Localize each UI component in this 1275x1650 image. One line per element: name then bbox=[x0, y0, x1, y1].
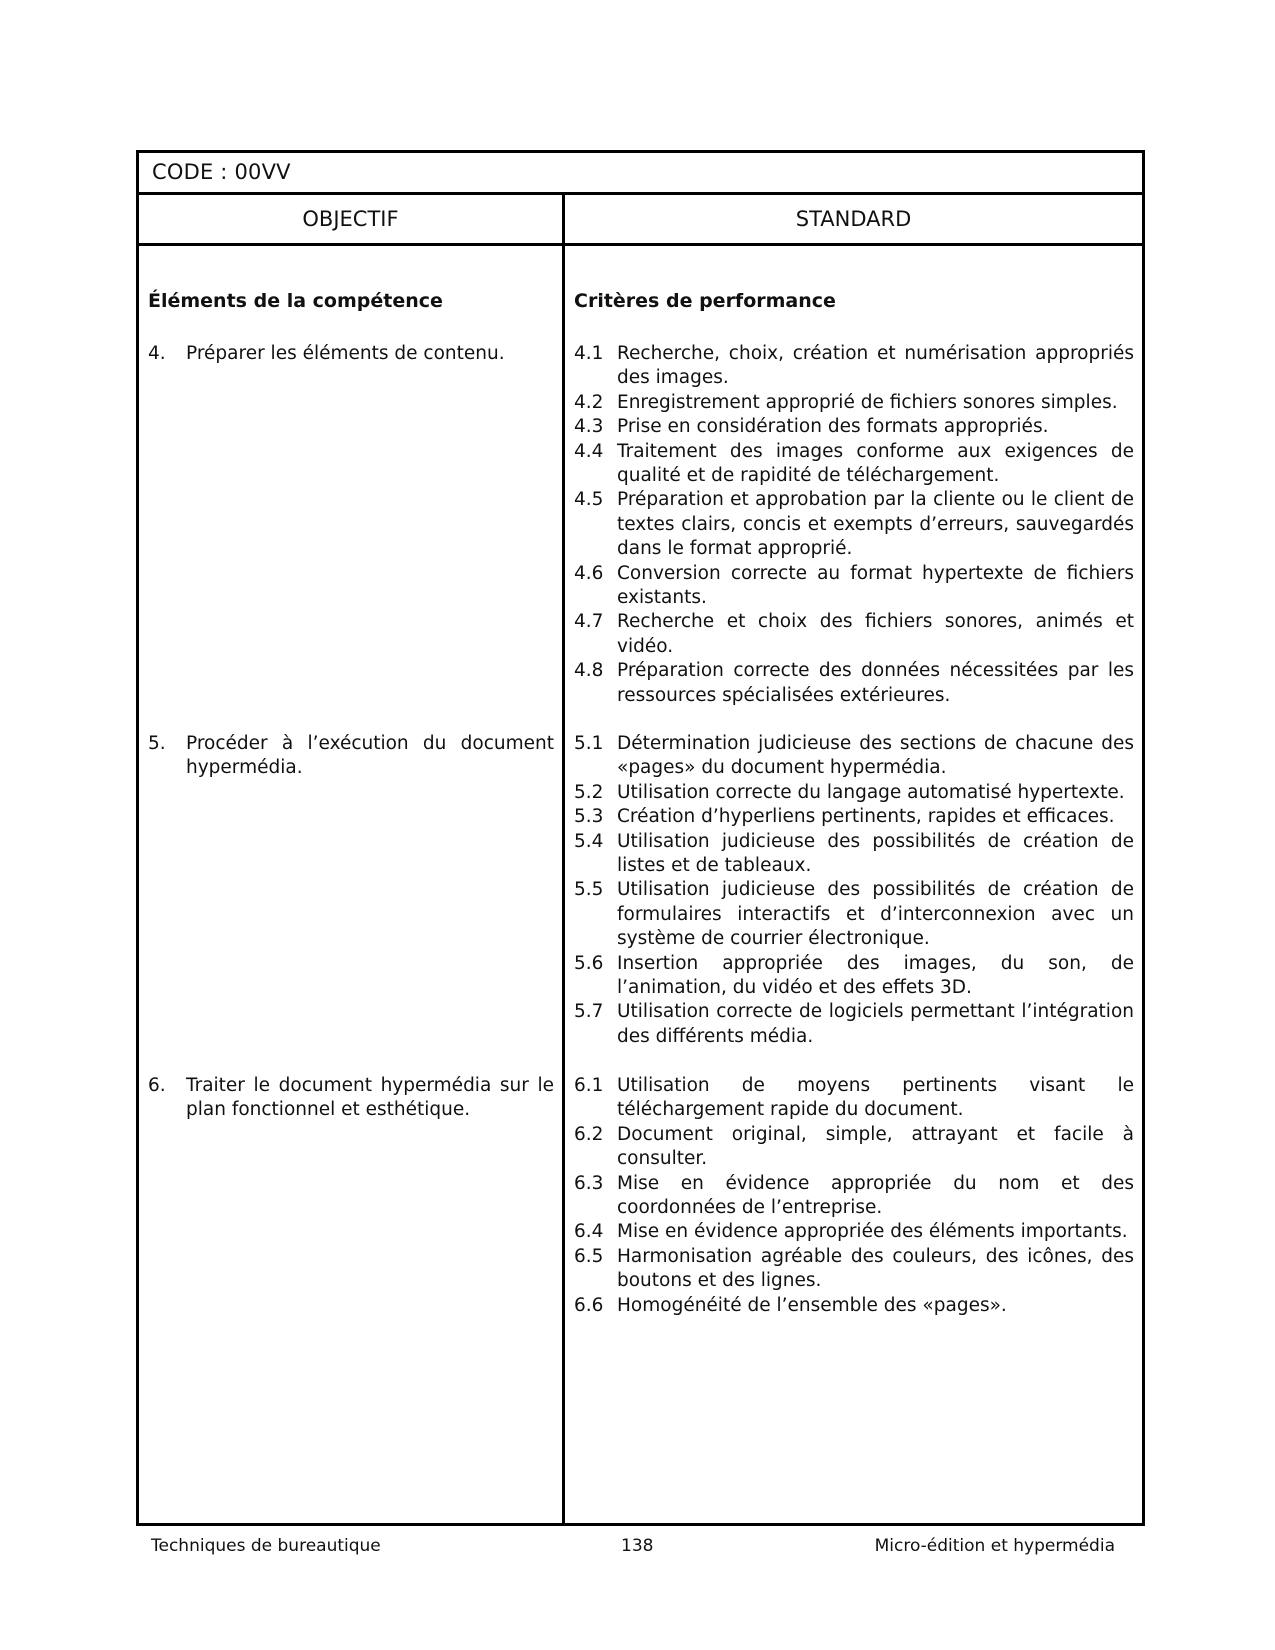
criterion-text: Utilisation de moyens pertinents visant le téléchargement rapide du document. bbox=[617, 1075, 1134, 1121]
criterion-text: Homogénéité de l’ensemble des «pages». bbox=[617, 1294, 1007, 1316]
criterion-number: 4.6 bbox=[574, 562, 604, 584]
criterion-item bbox=[574, 1294, 1134, 1318]
criterion-text: Utilisation correcte du langage automatisé hypertexte. bbox=[617, 781, 1125, 803]
criteria-group-5 bbox=[574, 732, 1134, 1049]
criterion-text: Mise en évidence appropriée du nom et des coordonnées de l’entreprise. bbox=[617, 1172, 1134, 1219]
criterion-number: 4.2 bbox=[574, 391, 604, 413]
criterion-number: 4.4 bbox=[574, 440, 604, 462]
footer-program-title: Techniques de bureautique bbox=[151, 1536, 381, 1556]
elements-heading: Éléments de la compétence bbox=[148, 290, 443, 312]
criterion-text: Traitement des images conforme aux exigences de qualité et de rapidité de téléchargement. bbox=[617, 440, 1134, 487]
criterion-text: Prise en considération des formats appropriés. bbox=[617, 416, 1049, 438]
criterion-item bbox=[574, 488, 1134, 561]
criterion-item bbox=[574, 1220, 1134, 1244]
criteria-heading: Critères de performance bbox=[574, 290, 836, 312]
element-item bbox=[148, 342, 554, 366]
page-number: 138 bbox=[621, 1536, 654, 1556]
criterion-number: 6.1 bbox=[574, 1075, 604, 1096]
element-text: Procéder à l’exécution du document hypermédia. bbox=[186, 733, 554, 779]
criterion-item bbox=[574, 952, 1134, 1001]
criterion-text: Utilisation correcte de logiciels permettant l’intégration des différents média. bbox=[617, 1001, 1134, 1047]
criterion-item bbox=[574, 878, 1134, 951]
criterion-item bbox=[574, 610, 1134, 659]
header-objectif: OBJECTIF bbox=[302, 207, 399, 231]
criterion-number: 6.4 bbox=[574, 1221, 604, 1243]
element-number: 5. bbox=[148, 733, 166, 754]
footer-module-title: Micro-édition et hypermédia bbox=[874, 1536, 1115, 1556]
criterion-number: 6.3 bbox=[574, 1172, 604, 1194]
criterion-item bbox=[574, 1000, 1134, 1049]
criterion-number: 5.1 bbox=[574, 733, 604, 754]
criterion-item bbox=[574, 562, 1134, 611]
criterion-text: Détermination judicieuse des sections de chacune des «pages» du document hypermédia. bbox=[617, 733, 1134, 779]
criterion-item bbox=[574, 391, 1134, 415]
criterion-item bbox=[574, 342, 1134, 391]
criterion-text: Harmonisation agréable des couleurs, des icônes, des boutons et des lignes. bbox=[617, 1245, 1134, 1292]
element-text: Traiter le document hypermédia sur le plan fonctionnel et esthétique. bbox=[186, 1075, 554, 1121]
criterion-number: 4.5 bbox=[574, 489, 604, 511]
criterion-item bbox=[574, 1074, 1134, 1123]
criterion-text: Recherche, choix, création et numérisation appropriés des images. bbox=[617, 343, 1134, 389]
criterion-text: Utilisation judicieuse des possibilités de création de listes et de tableaux. bbox=[617, 830, 1134, 877]
criteria-group-6 bbox=[574, 1074, 1134, 1318]
criterion-text: Mise en évidence appropriée des éléments importants. bbox=[617, 1221, 1128, 1243]
criterion-number: 5.5 bbox=[574, 879, 604, 901]
criterion-item bbox=[574, 1245, 1134, 1294]
criterion-text: Préparation correcte des données nécessitées par les ressources spécialisées extérieures. bbox=[617, 660, 1134, 706]
element-number: 6. bbox=[148, 1075, 166, 1096]
objectif-column bbox=[139, 246, 562, 1523]
criterion-number: 4.7 bbox=[574, 611, 604, 633]
criterion-number: 6.2 bbox=[574, 1123, 604, 1145]
criterion-item bbox=[574, 415, 1134, 439]
criterion-number: 6.6 bbox=[574, 1294, 604, 1316]
header-standard: STANDARD bbox=[795, 207, 912, 231]
criterion-number: 4.3 bbox=[574, 416, 604, 438]
criteria-group-4 bbox=[574, 342, 1134, 708]
criterion-text: Enregistrement approprié de fichiers sonores simples. bbox=[617, 391, 1118, 413]
criterion-text: Recherche et choix des fichiers sonores, animés et vidéo. bbox=[617, 611, 1134, 657]
criterion-text: Insertion appropriée des images, du son, de l’animation, du vidéo et des effets 3D. bbox=[617, 952, 1134, 999]
criterion-item bbox=[574, 440, 1134, 489]
criterion-item bbox=[574, 732, 1134, 781]
criterion-text: Conversion correcte au format hypertexte de fichiers existants. bbox=[617, 562, 1134, 609]
criterion-number: 5.4 bbox=[574, 830, 604, 852]
element-number: 4. bbox=[148, 343, 166, 364]
criterion-item bbox=[574, 830, 1134, 879]
element-item bbox=[148, 1074, 554, 1123]
criterion-number: 5.6 bbox=[574, 952, 604, 974]
competency-table bbox=[136, 150, 1145, 1526]
criterion-number: 4.1 bbox=[574, 343, 604, 364]
criterion-item bbox=[574, 1123, 1134, 1172]
criterion-item bbox=[574, 805, 1134, 829]
criterion-number: 5.7 bbox=[574, 1001, 604, 1023]
criterion-item bbox=[574, 659, 1134, 708]
criterion-number: 5.3 bbox=[574, 806, 604, 828]
criterion-item bbox=[574, 1172, 1134, 1221]
criterion-text: Préparation et approbation par la cliente ou le client de textes clairs, concis et exempts d’erreurs, sauvegardés dans le format approprié. bbox=[617, 489, 1134, 560]
criterion-number: 4.8 bbox=[574, 660, 604, 682]
code-row bbox=[139, 153, 1142, 195]
element-item bbox=[148, 732, 554, 781]
criterion-number: 6.5 bbox=[574, 1245, 604, 1267]
criterion-text: Document original, simple, attrayant et facile à consulter. bbox=[617, 1123, 1134, 1170]
criterion-text: Utilisation judicieuse des possibilités de création de formulaires interactifs et d’interconnexion avec un système de courrier électronique. bbox=[617, 879, 1134, 950]
element-text: Préparer les éléments de contenu. bbox=[186, 343, 505, 364]
column-header-row bbox=[139, 195, 1142, 246]
criterion-number: 5.2 bbox=[574, 781, 604, 803]
code-label: CODE : 00VV bbox=[152, 160, 291, 184]
criterion-item bbox=[574, 781, 1134, 805]
standard-column bbox=[565, 246, 1142, 1523]
criterion-text: Création d’hyperliens pertinents, rapides et efficaces. bbox=[617, 806, 1115, 828]
